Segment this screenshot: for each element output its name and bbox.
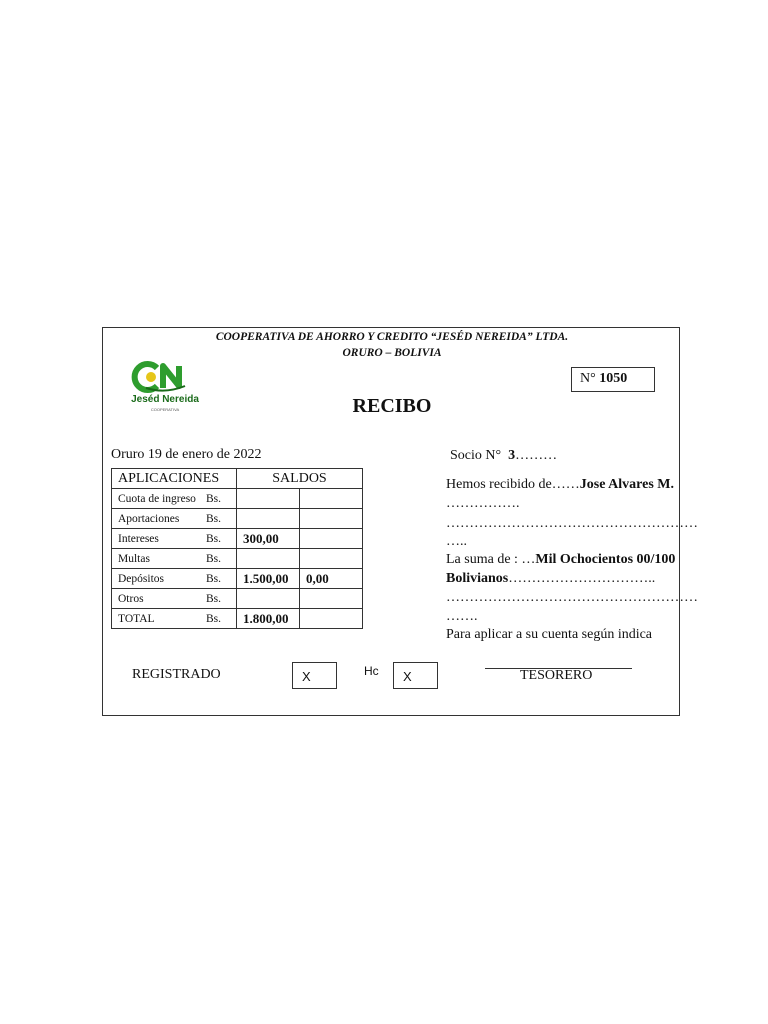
tesorero-label: TESORERO [520, 668, 593, 683]
applications-table [111, 468, 363, 629]
apply-line: Para aplicar a su cuenta según indica [446, 627, 653, 642]
table-row-total [112, 609, 363, 629]
row-extra [300, 529, 363, 549]
dots-line-3: ….. [446, 534, 467, 549]
table-row [112, 589, 363, 609]
row-amount: 1.500,00 [237, 569, 300, 589]
row-currency: Bs. [206, 512, 222, 525]
row-label: Otros [118, 592, 144, 605]
row-extra [300, 489, 363, 509]
row-currency: Bs. [206, 592, 222, 605]
logo-subtext: COOPERATIVA [150, 407, 180, 412]
sum-currency: Bolivianos [446, 571, 509, 586]
row-extra: 0,00 [300, 569, 363, 589]
receipt-number-label: N° [580, 371, 596, 386]
hc-label: Hc [364, 664, 379, 678]
row-extra [300, 509, 363, 529]
receipt-number-value: 1050 [599, 371, 628, 386]
header-aplicaciones: APLICACIONES [112, 469, 237, 489]
row-currency: Bs. [206, 552, 222, 565]
table-header-row [112, 469, 363, 489]
received-prefix: Hemos recibido de…… [446, 477, 580, 492]
row-extra [300, 609, 363, 629]
row-extra [300, 589, 363, 609]
socio-label: Socio N° [450, 448, 502, 463]
row-currency: Bs. [206, 492, 222, 505]
registrado-label: REGISTRADO [132, 667, 221, 682]
receipt-number-box [571, 367, 655, 392]
row-label: Aportaciones [118, 512, 180, 525]
table-row [112, 529, 363, 549]
logo-text: Jeséd Nereida [131, 394, 199, 405]
row-extra [300, 549, 363, 569]
row-amount: 300,00 [237, 529, 300, 549]
row-label: TOTAL [118, 612, 155, 625]
socio-value: 3 [508, 448, 516, 463]
table-row [112, 549, 363, 569]
row-label: Depósitos [118, 572, 164, 585]
socio-dots: ……… [515, 448, 558, 463]
sum-prefix: La suma de : … [446, 552, 536, 567]
socio-number [450, 448, 557, 464]
row-currency: Bs. [206, 612, 222, 625]
row-label: Multas [118, 552, 150, 565]
row-label: Intereses [118, 532, 159, 545]
registrado-box: X [292, 662, 337, 689]
dots-line-4: ………………………….. [508, 571, 656, 586]
cooperative-name: COOPERATIVA DE AHORRO Y CREDITO “JESÉD NEREIDA” LTDA. [215, 331, 569, 343]
dots-line-2: ……………………………………………… [446, 516, 698, 531]
table-row [112, 569, 363, 589]
row-currency: Bs. [206, 532, 222, 545]
currency-line [446, 571, 655, 587]
received-line [446, 477, 674, 493]
sum-amount: Mil Ochocientos 00/100 [535, 552, 676, 567]
row-amount [237, 509, 300, 529]
row-currency: Bs. [206, 572, 222, 585]
dots-line-1: ……………. [446, 496, 520, 511]
header-saldos: SALDOS [237, 469, 363, 489]
receipt-date: Oruro 19 de enero de 2022 [111, 447, 262, 462]
hc-box: X [393, 662, 438, 689]
sum-line [446, 552, 675, 568]
receipt [102, 327, 698, 716]
dots-line-5: ……………………………………………… [446, 590, 698, 605]
table-row [112, 489, 363, 509]
row-amount [237, 549, 300, 569]
city-line: ORURO – BOLIVIA [342, 347, 442, 359]
received-name: Jose Alvares M. [579, 477, 674, 492]
receipt-title: RECIBO [352, 395, 432, 417]
table-row [112, 509, 363, 529]
row-amount: 1.800,00 [237, 609, 300, 629]
row-amount [237, 489, 300, 509]
row-label: Cuota de ingreso [118, 492, 196, 505]
row-amount [237, 589, 300, 609]
dots-line-6: ……. [446, 609, 478, 624]
